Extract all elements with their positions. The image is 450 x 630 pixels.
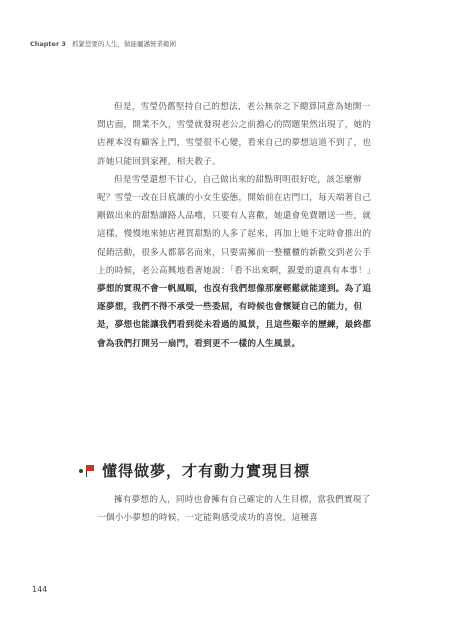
section-heading: 懂得做夢，才有動力實現目標	[102, 462, 311, 480]
section-body	[97, 491, 375, 527]
section-flag-icon	[78, 464, 96, 478]
page-number: 144	[32, 585, 48, 594]
chapter-title: 抓緊您要的人生，做能屬邁營業範圍	[72, 40, 177, 48]
chapter-label: Chapter 3	[30, 40, 66, 48]
body-text	[97, 98, 375, 353]
paragraph: 但是雪瑩還想不甘心，自己做出來的甜點明明很好吃，該怎麼辦呢？雪瑩一改在日底讓的小女生姿態，開始前在店門口，每天端著自己剛做出來的甜點讓路人品嚐，只要有人喜歡，她還會免費贈送一些，就這樣，慢慢地來她店裡買甜點的人多了起來，再加上她不定時會推出的促銷活動，很多人都慕名而來，只要需擁前一整櫃櫃的新歡交到老公手上的時候，老公高興地看著她說：「看不出來啊，親愛的還真有本事！」	[97, 174, 376, 276]
running-head	[30, 39, 176, 48]
paragraph: 擁有夢想的人，同時也會擁有自己確定的人生目標，當我們實現了一個小小夢想的時候，一定能夠感受成功的喜悅，這種喜	[97, 495, 371, 524]
emphasis-paragraph: 夢想的實現不會一帆風順，也沒有我們想像那麼輕鬆就能達到。為了追逐夢想，我們不得不承受一些委屈，有時候也會懷疑自己的能力，但是，夢想也能讓我們看到從未看過的風景，且這些艱辛的歷練，最終都會為我們打開另一扇門，看到更不一樣的人生風景。	[97, 284, 372, 349]
section-title	[78, 460, 378, 481]
paragraph: 但是，雪瑩仍舊堅持自己的想法，老公無奈之下總算同意為她開一間店面，開業不久，雪瑩就發現老公之前擔心的問題果然出現了，她的店裡本沒有顧客上門，雪瑩很不心變，看來自己的夢想這道不到了，也許她只能回到家裡，相夫教子。	[97, 102, 372, 167]
